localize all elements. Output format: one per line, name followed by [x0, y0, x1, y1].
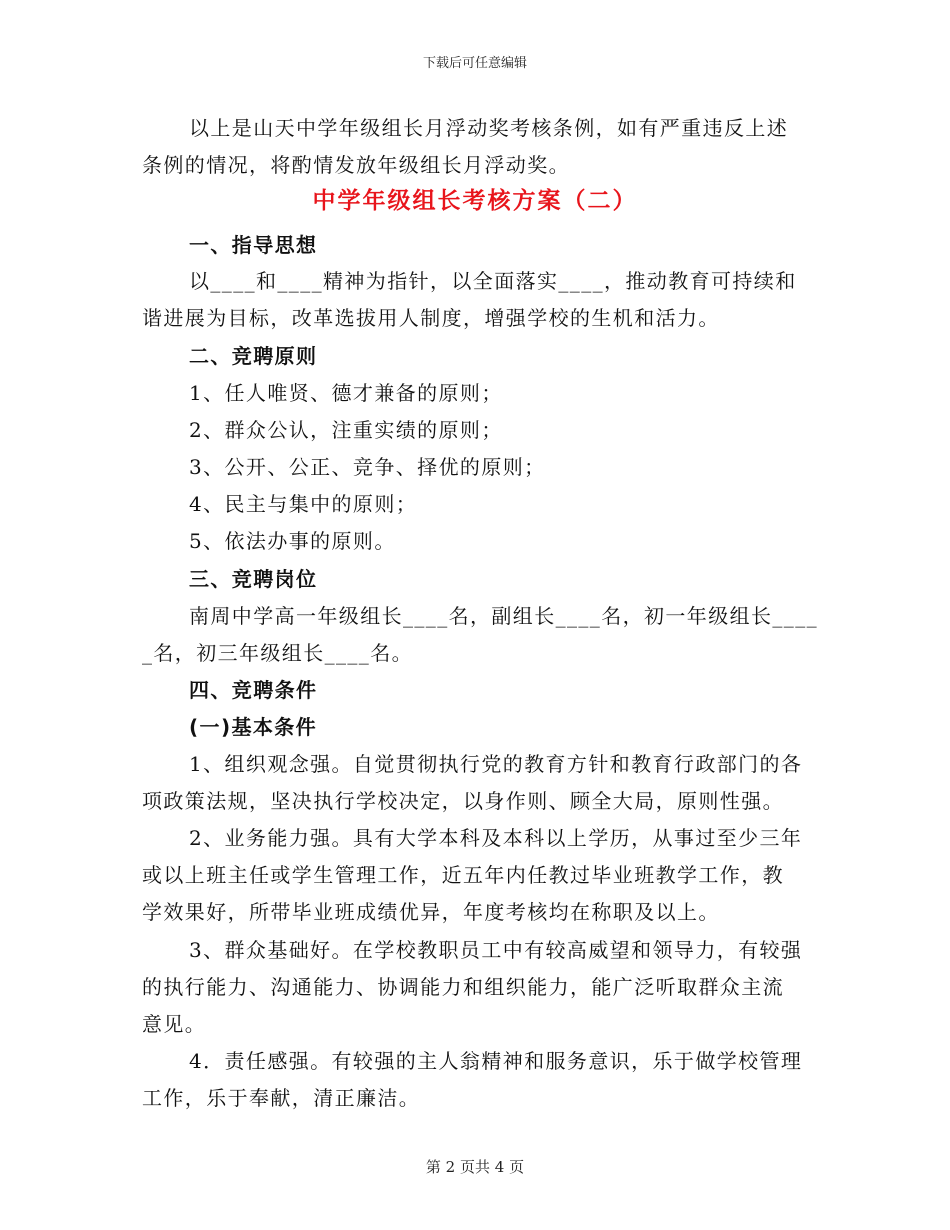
paragraph-line: 南周中学高一年级组长____名，副组长____名，初一年级组长____ [189, 604, 818, 628]
section-heading: 一、指导思想 [189, 233, 318, 257]
page-footer: 第 2 页共 4 页 [425, 1158, 525, 1176]
paragraph-line: 工作，乐于奉献，清正廉洁。 [142, 1086, 421, 1110]
paragraph-line: 条例的情况，将酌情发放年级组长月浮动奖。 [142, 153, 570, 177]
paragraph-line: 的执行能力、沟通能力、协调能力和组织能力，能广泛听取群众主流 [142, 975, 784, 999]
list-item: 4、民主与集中的原则； [189, 492, 418, 516]
list-item: 5、依法办事的原则。 [189, 529, 396, 553]
list-item: 2、群众公认，注重实绩的原则； [189, 418, 503, 442]
paragraph-line: 4．责任感强。有较强的主人翁精神和服务意识，乐于做学校管理 [189, 1049, 803, 1073]
paragraph-line: 以____和____精神为指针，以全面落实____，推动教育可持续和 [189, 269, 797, 293]
section-heading: 三、竞聘岗位 [189, 567, 318, 591]
subsection-heading: (一)基本条件 [189, 715, 318, 739]
paragraph-line: 谐进展为目标，改革选拔用人制度，增强学校的生机和活力。 [142, 306, 720, 330]
page-header: 下载后可任意编辑 [422, 56, 527, 71]
section-heading: 四、竞聘条件 [189, 678, 318, 702]
list-item: 3、公开、公正、竞争、择优的原则； [189, 455, 546, 479]
paragraph-line: 1、组织观念强。自觉贯彻执行党的教育方针和教育行政部门的各 [189, 752, 803, 776]
paragraph-line: 意见。 [142, 1012, 207, 1036]
document-title: 中学年级组长考核方案（二） [312, 188, 638, 214]
paragraph-line: 或以上班主任或学生管理工作，近五年内任教过毕业班教学工作，教 [142, 863, 784, 887]
paragraph-line: 项政策法规，坚决执行学校决定，以身作则、顾全大局，原则性强。 [142, 789, 784, 813]
section-heading: 二、竞聘原则 [189, 344, 318, 368]
paragraph-line: _名，初三年级组长____名。 [142, 641, 413, 665]
paragraph-line: 学效果好，所带毕业班成绩优异，年度考核均在称职及以上。 [142, 900, 720, 924]
list-item: 1、任人唯贤、德才兼备的原则； [189, 381, 503, 405]
paragraph-line: 以上是山天中学年级组长月浮动奖考核条例，如有严重违反上述 [189, 116, 789, 140]
paragraph-line: 2、业务能力强。具有大学本科及本科以上学历，从事过至少三年 [189, 826, 803, 850]
paragraph-line: 3、群众基础好。在学校教职员工中有较高威望和领导力，有较强 [189, 938, 803, 962]
